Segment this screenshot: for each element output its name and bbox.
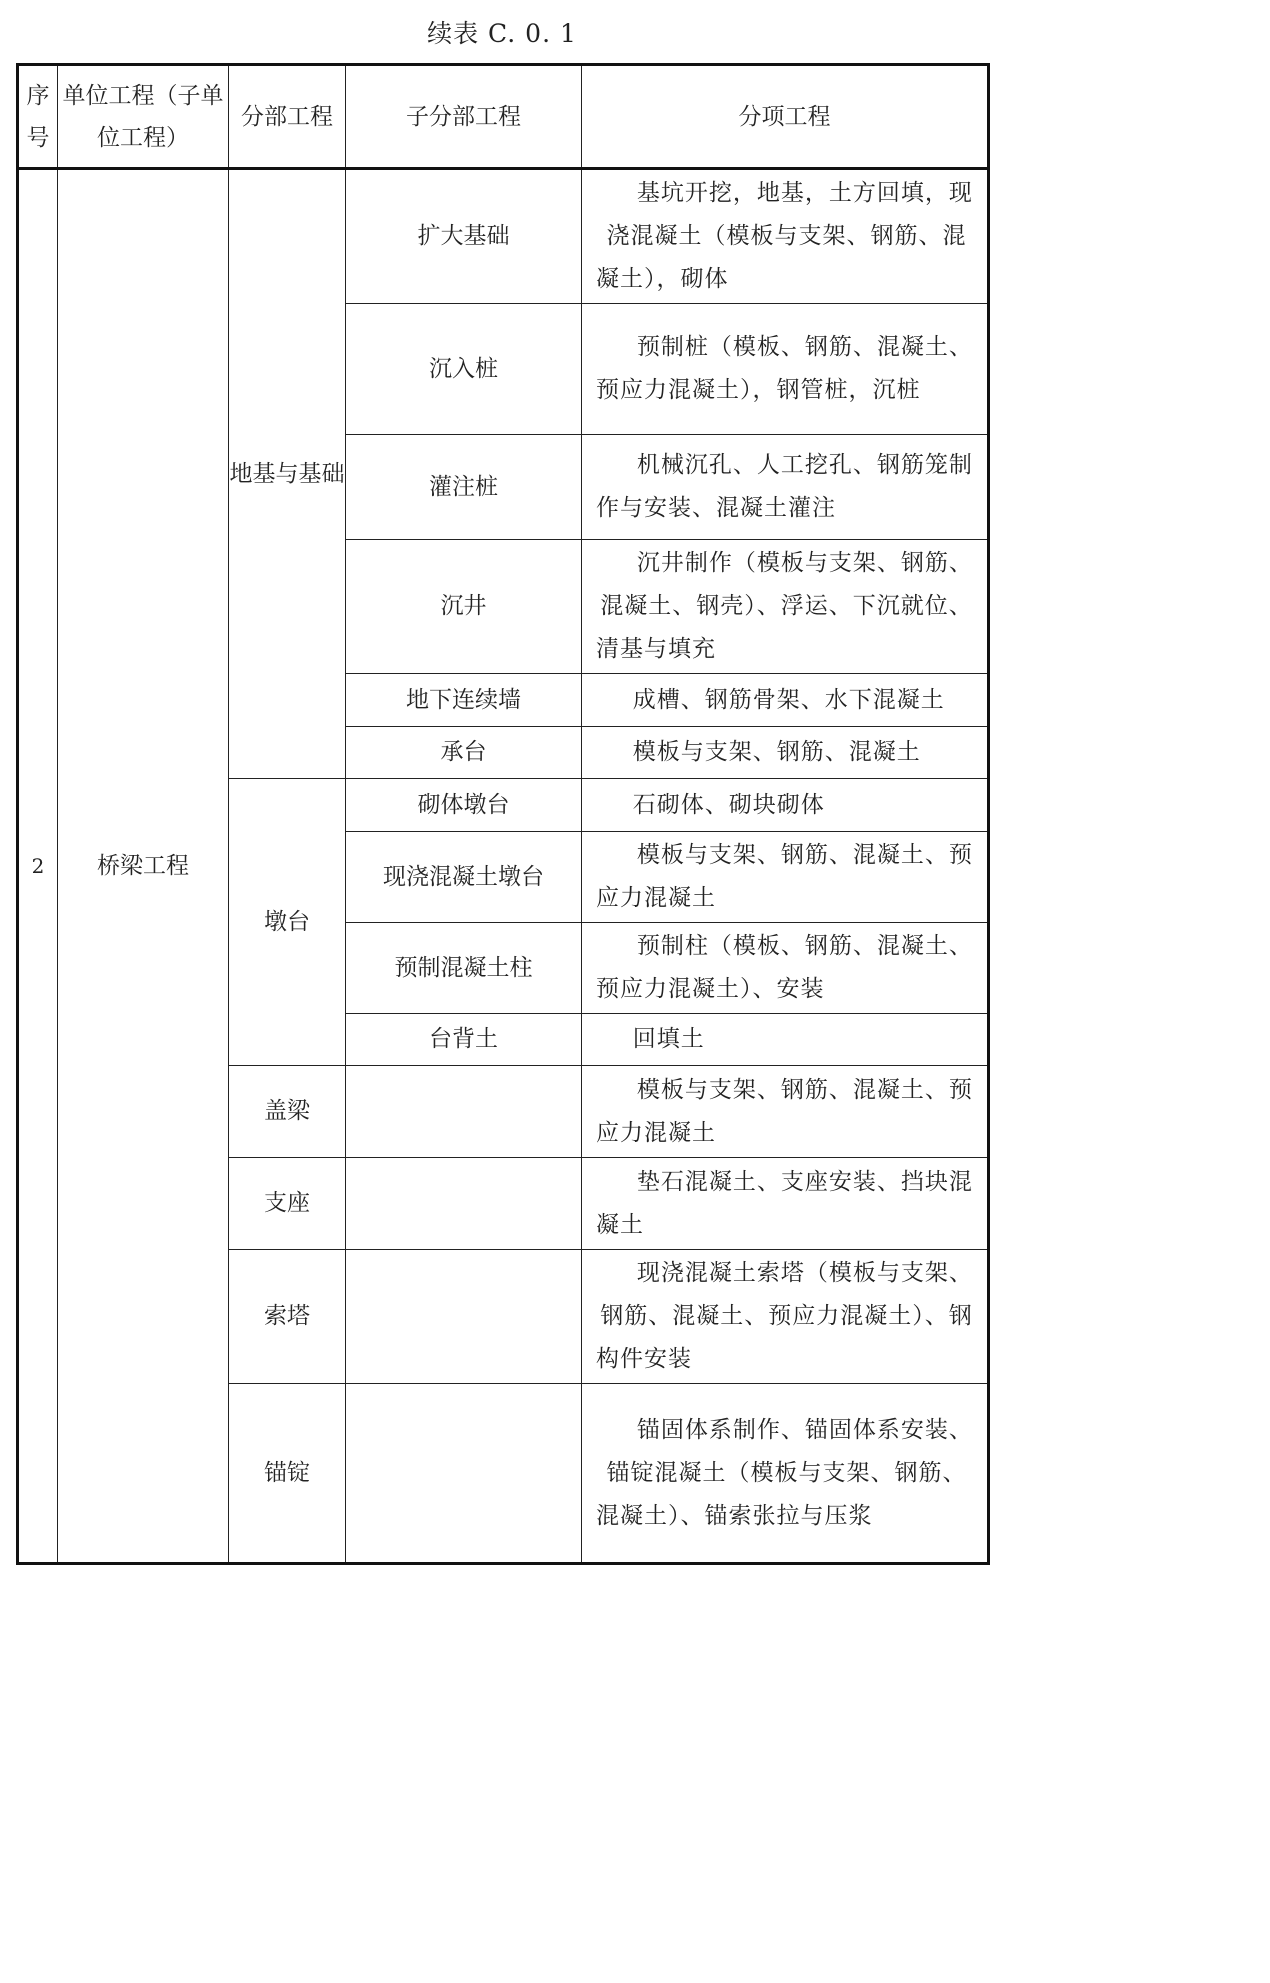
items-text: 回填土: [632, 1026, 705, 1052]
items-text: 预制柱（模板、钢筋、混凝土、预应力混凝土）、安装: [596, 933, 973, 1002]
subpart-cell: 地下连续墙: [346, 674, 582, 727]
subpart-cell-empty: [346, 1250, 582, 1384]
subpart-cell: 现浇混凝土墩台: [346, 832, 582, 923]
items-cell: [582, 832, 989, 923]
header-subpart: 子分部工程: [346, 65, 582, 169]
items-cell: [582, 169, 989, 304]
items-text: 成槽、钢筋骨架、水下混凝土: [632, 686, 945, 713]
part-pier: 墩台: [229, 779, 346, 1066]
items-cell: [582, 435, 989, 540]
table-header-row: [18, 65, 989, 169]
subpart-cell: 扩大基础: [346, 169, 582, 304]
items-cell: [582, 540, 989, 674]
part-anchor: 锚锭: [229, 1384, 346, 1564]
header-items: 分项工程: [582, 65, 989, 169]
subpart-cell: 沉井: [346, 540, 582, 674]
unit-cell: 桥梁工程: [58, 169, 229, 1564]
items-text: 机械沉孔、人工挖孔、钢筋笼制作与安装、混凝土灌注: [596, 452, 973, 521]
subpart-cell: 承台: [346, 727, 582, 779]
items-cell: [582, 304, 989, 435]
items-text: 模板与支架、钢筋、混凝土: [632, 739, 921, 765]
items-text: 基坑开挖，地基，土方回填，现浇混凝土（模板与支架、钢筋、混凝土），砌体: [596, 180, 973, 292]
items-text: 垫石混凝土、支座安装、挡块混凝土: [596, 1168, 973, 1238]
seq-cell: 2: [18, 169, 58, 1564]
table-caption: 续表 C. 0. 1: [427, 19, 577, 48]
items-cell: [582, 1384, 989, 1564]
items-text: 沉井制作（模板与支架、钢筋、混凝土、钢壳）、浮运、下沉就位、清基与填充: [596, 550, 973, 662]
subpart-cell-empty: [346, 1158, 582, 1250]
subpart-cell: 台背土: [346, 1014, 582, 1066]
items-cell: [582, 674, 989, 727]
items-cell: [582, 923, 989, 1014]
table-row: [18, 169, 989, 304]
subpart-cell: 沉入桩: [346, 304, 582, 435]
items-text: 模板与支架、钢筋、混凝土、预应力混凝土: [596, 1076, 973, 1146]
subpart-cell-empty: [346, 1066, 582, 1158]
items-cell: [582, 727, 989, 779]
part-bearing: 支座: [229, 1158, 346, 1250]
division-table: [16, 63, 990, 1565]
items-text: 现浇混凝土索塔（模板与支架、钢筋、混凝土、预应力混凝土）、钢构件安装: [596, 1260, 973, 1372]
items-text: 模板与支架、钢筋、混凝土、预应力混凝土: [596, 842, 973, 911]
items-text: 石砌体、砌块砌体: [632, 791, 825, 818]
items-cell: [582, 1014, 989, 1066]
part-tower: 索塔: [229, 1250, 346, 1384]
part-foundation: 地基与基础: [229, 169, 346, 779]
items-cell: [582, 779, 989, 832]
subpart-cell: 砌体墩台: [346, 779, 582, 832]
items-cell: [582, 1066, 989, 1158]
header-seq: 序号: [18, 65, 58, 169]
items-cell: [582, 1158, 989, 1250]
items-text: 锚固体系制作、锚固体系安装、锚锭混凝土（模板与支架、钢筋、混凝土）、锚索张拉与压浆: [596, 1416, 973, 1529]
header-unit: 单位工程（子单位工程）: [58, 65, 229, 169]
header-part: 分部工程: [229, 65, 346, 169]
subpart-cell: 预制混凝土柱: [346, 923, 582, 1014]
subpart-cell-empty: [346, 1384, 582, 1564]
subpart-cell: 灌注桩: [346, 435, 582, 540]
items-text: 预制桩（模板、钢筋、混凝土、预应力混凝土），钢管桩，沉桩: [596, 334, 973, 403]
part-capbeam: 盖梁: [229, 1066, 346, 1158]
items-cell: [582, 1250, 989, 1384]
